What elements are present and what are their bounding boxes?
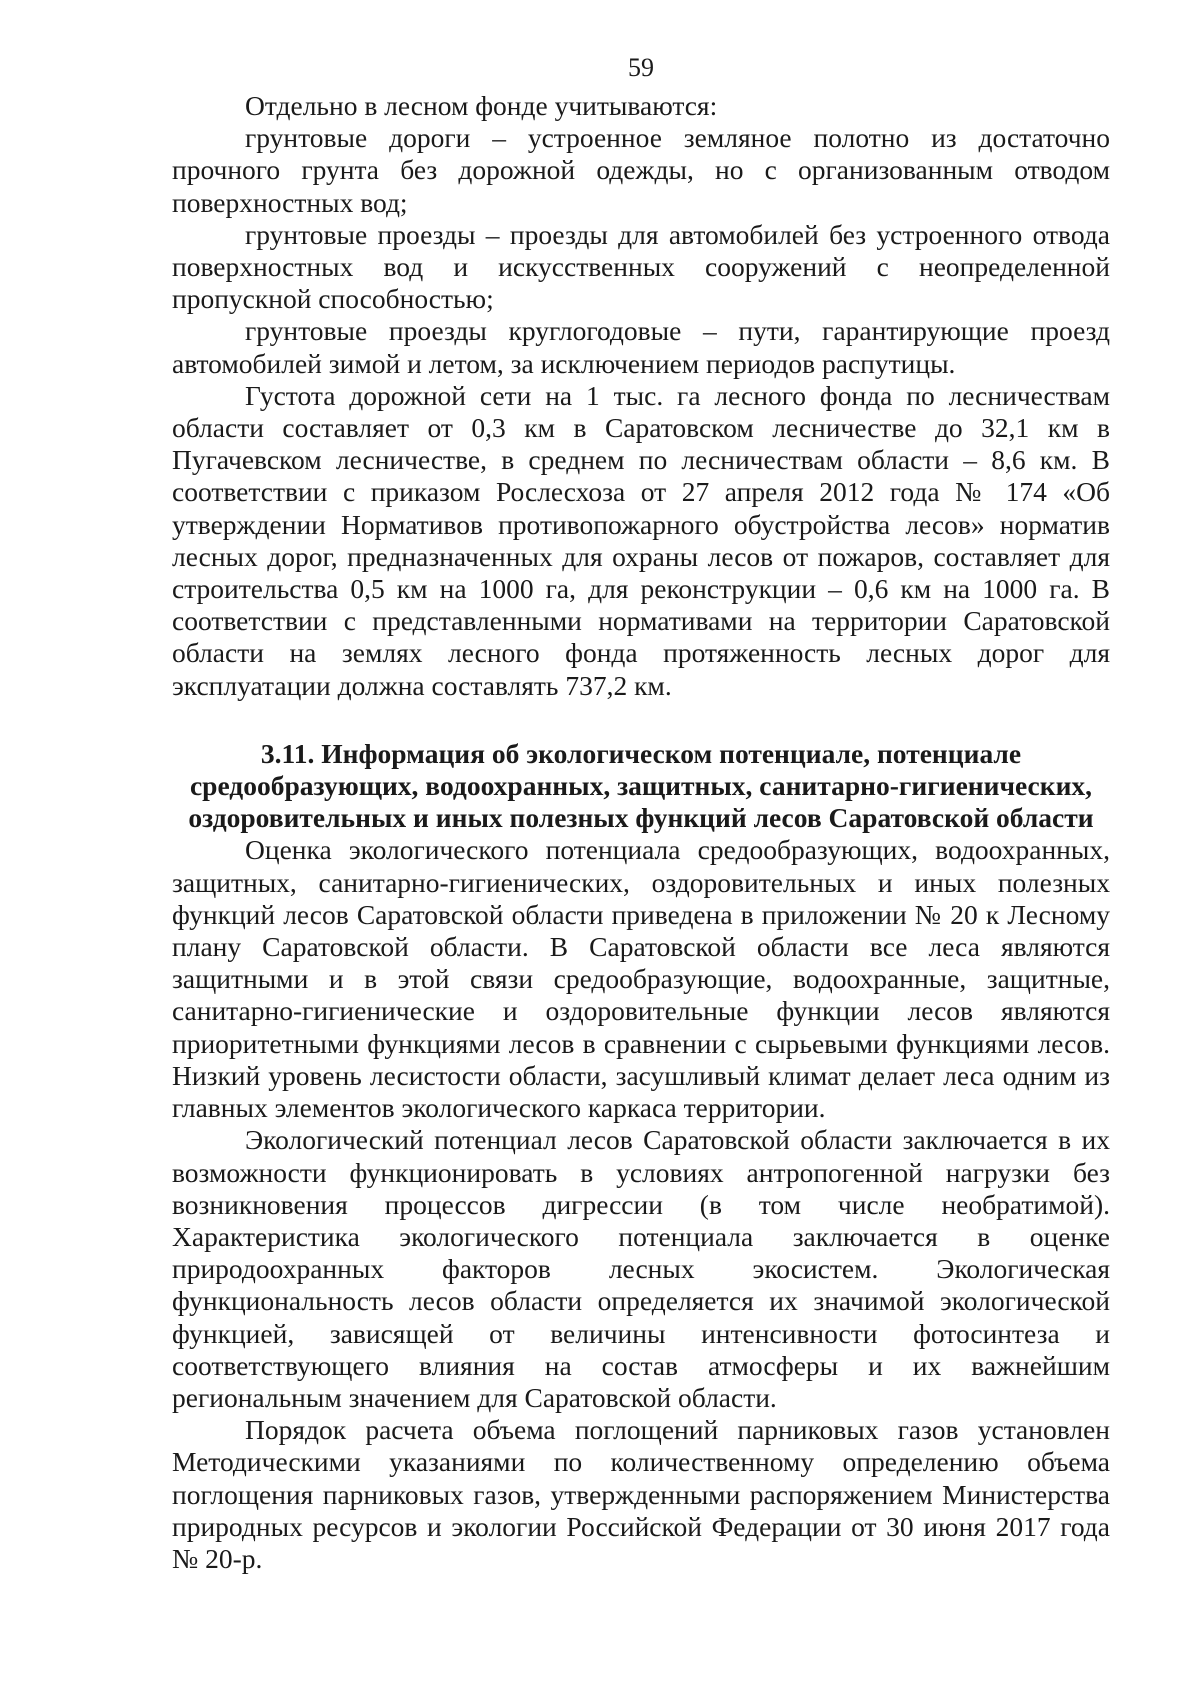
section-heading	[172, 738, 1110, 835]
section-heading-line-1: 3.11. Информация об экологическом потенциале, потенциале	[260, 737, 1022, 769]
section-heading-line-2: средообразующих, водоохранных, защитных, санитарно-гигиенических,	[189, 770, 1093, 802]
paragraph-ecological-assessment: Оценка экологического потенциала средообразующих, водоохранных, защитных, санитарно-гигиенических, оздоровительных и иных полезных функций лесов Саратовской области приведена в приложении № 20 к Лесному плану Саратовской области. В Саратовской области все леса являются защитными и в этой связи средообразующие, водоохранные, защитные, санитарно-гигиенические и оздоровительные функции лесов являются приоритетными функциями лесов в сравнении с сырьевыми функциями лесов. Низкий уровень лесистости области, засушливый климат делает леса одним из главных элементов экологического каркаса территории.	[172, 834, 1110, 1124]
paragraph-intro: Отдельно в лесном фонде учитываются:	[245, 90, 718, 121]
paragraph-dirt-passages: грунтовые проезды – проезды для автомобилей без устроенного отвода поверхностных вод и искусственных сооружений с неопределенной пропускной способностью;	[172, 218, 1110, 315]
page-number: 59	[628, 53, 654, 82]
document-page	[172, 52, 1110, 1575]
paragraph-greenhouse-gases: Порядок расчета объема поглощений парниковых газов установлен Методическими указаниями по количественному определению объема поглощения парниковых газов, утвержденными распоряжением Министерства природных ресурсов и экологии Российской Федерации от 30 июня 2017 года № 20-р.	[172, 1414, 1110, 1574]
paragraph-road-density: Густота дорожной сети на 1 тыс. га лесного фонда по лесничествам области составляет от 0,3 км в Саратовском лесничестве до 32,1 км в Пугачевском лесничестве, в среднем по лесничествам области – 8,6 км. В соответствии с приказом Рослесхоза от 27 апреля 2012 года № 174 «Об утверждении Нормативов противопожарного обустройства лесов» норматив лесных дорог, предназначенных для охраны лесов от пожаров, составляет для строительства 0,5 км на 1000 га, для реконструкции – 0,6 км на 1000 га. В соответствии с представленными нормативами на территории Саратовской области на землях лесного фонда протяженность лесных дорог для эксплуатации должна составлять 737,2 км.	[172, 379, 1110, 701]
paragraph-ecological-potential: Экологический потенциал лесов Саратовской области заключается в их возможности функционировать в условиях антропогенной нагрузки без возникновения процессов дигрессии (в том числе необратимой). Характеристика экологического потенциала заключается в оценке природоохранных факторов лесных экосистем. Экологическая функциональность лесов области определяется их значимой экологической функцией, зависящей от величины интенсивности фотосинтеза и соответствующего влияния на состав атмосферы и их важнейшим региональным значением для Саратовской области.	[172, 1124, 1110, 1413]
paragraph-all-season-passages: грунтовые проезды круглогодовые – пути, гарантирующие проезд автомобилей зимой и летом, за исключением периодов распутицы.	[172, 315, 1110, 379]
paragraph-dirt-roads: грунтовые дороги – устроенное земляное полотно из достаточно прочного грунта без дорожной одежды, но с организованным отводом поверхностных вод;	[172, 122, 1110, 218]
section-heading-line-3: оздоровительных и иных полезных функций лесов Саратовской области	[188, 802, 1094, 834]
